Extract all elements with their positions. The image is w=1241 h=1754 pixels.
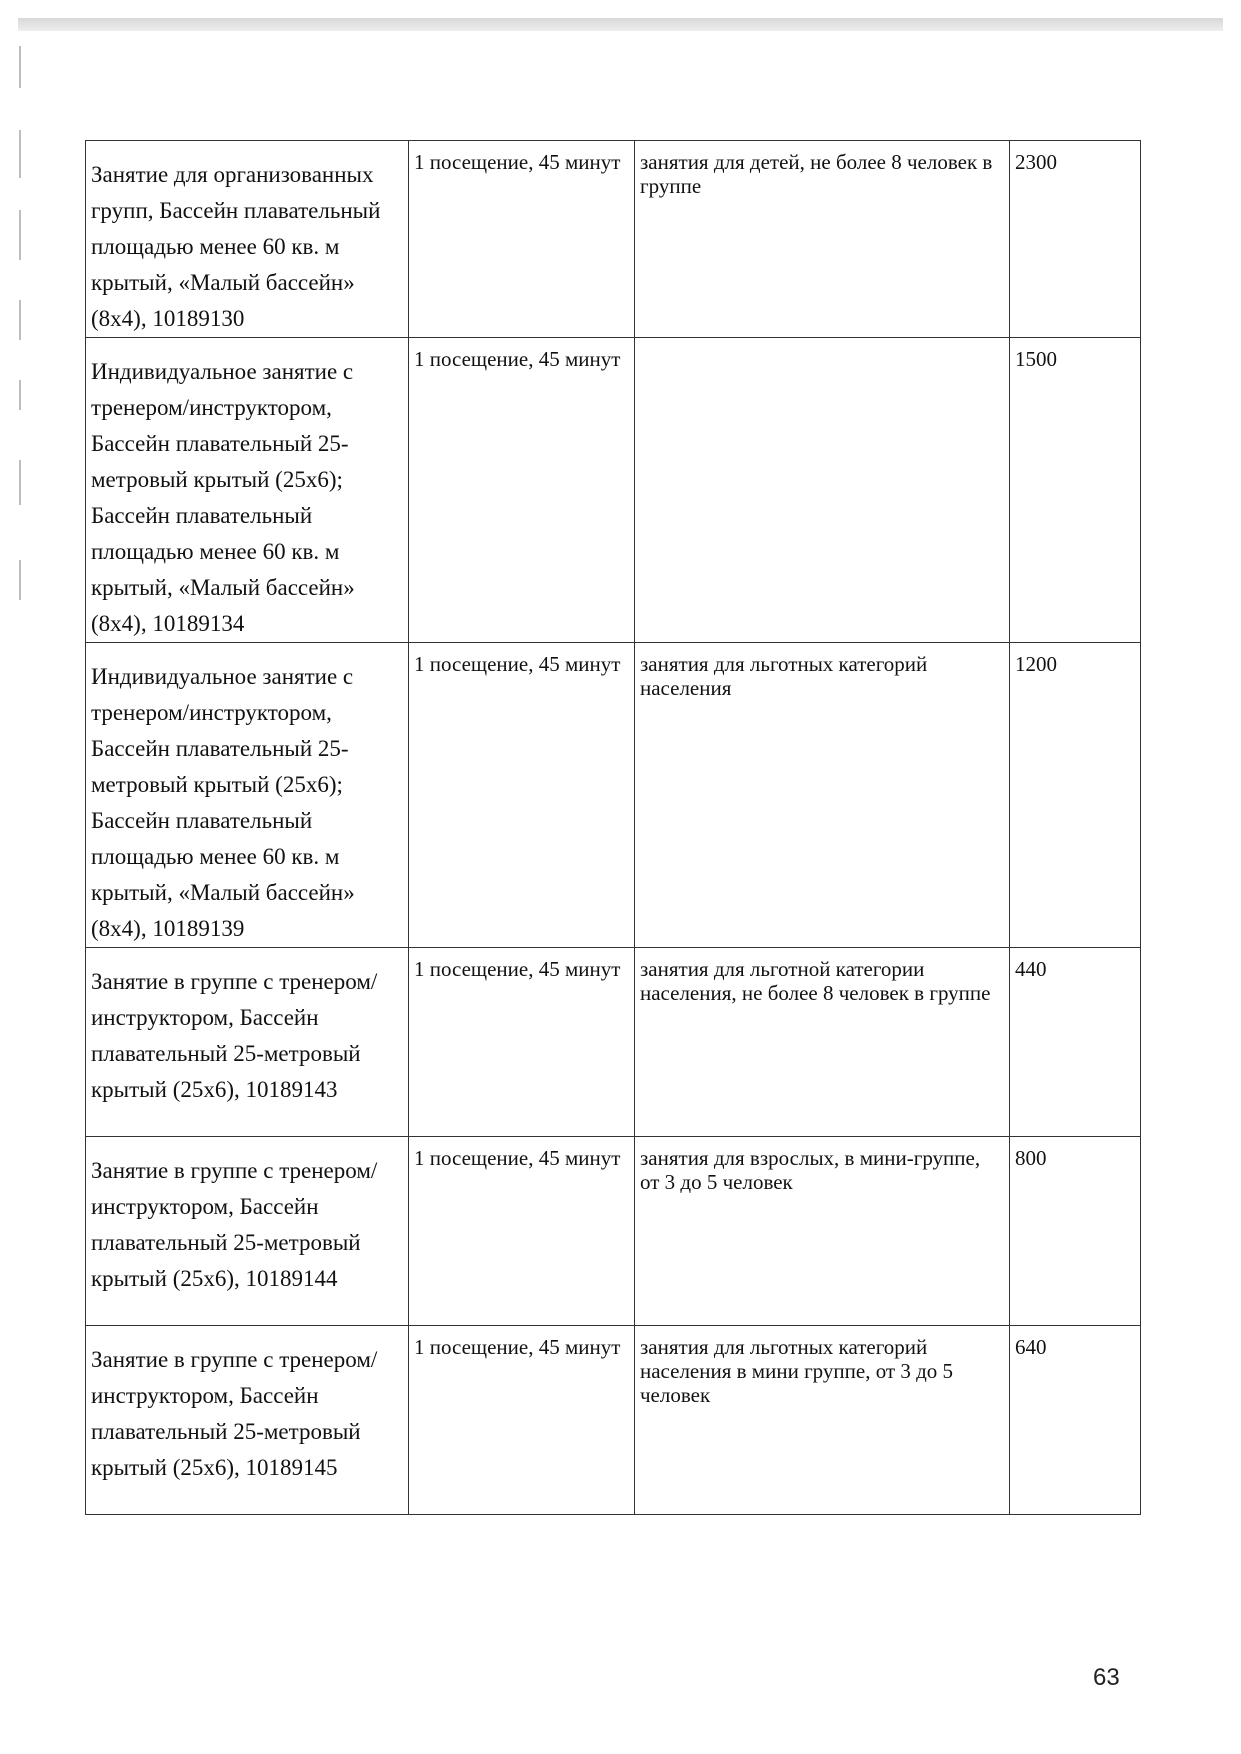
table-row — [86, 948, 1141, 1137]
table-row — [86, 141, 1141, 338]
price-cell: 640 — [1010, 1326, 1141, 1515]
price-cell: 800 — [1010, 1137, 1141, 1326]
note-cell: занятия для взрослых, в мини-группе, от 3 до 5 человек — [635, 1137, 1010, 1326]
scan-margin-mark — [19, 210, 21, 260]
service-name-cell: Занятие в группе с тренером/инструктором, Бассейн плавательный 25-метровый крытый (25х6), 10189144 — [86, 1137, 409, 1326]
scan-margin-mark — [19, 46, 21, 88]
duration-cell: 1 посещение, 45 минут — [409, 643, 635, 948]
duration-cell: 1 посещение, 45 минут — [409, 338, 635, 643]
scan-margin-mark — [19, 460, 21, 505]
note-cell: занятия для льготных категорий населения в мини группе, от 3 до 5 человек — [635, 1326, 1010, 1515]
scan-margin-mark — [19, 560, 21, 600]
note-cell: занятия для детей, не более 8 человек в группе — [635, 141, 1010, 338]
scan-top-edge — [18, 18, 1223, 31]
table-row — [86, 1137, 1141, 1326]
scan-margin-mark — [19, 380, 21, 410]
price-table — [85, 140, 1141, 1515]
service-name-cell: Занятие для организованных групп, Бассейн плавательный площадью менее 60 кв. м крытый, «Малый бассейн» (8x4), 10189130 — [86, 141, 409, 338]
scan-margin-mark — [19, 300, 21, 340]
service-name-cell: Индивидуальное занятие с тренером/инструктором, Бассейн плавательный 25-метровый крытый (25х6); Бассейн плавательный площадью менее 60 кв. м крытый, «Малый бассейн» (8x4), 10189139 — [86, 643, 409, 948]
service-name-cell: Индивидуальное занятие с тренером/инструктором, Бассейн плавательный 25-метровый крытый (25х6); Бассейн плавательный площадью менее 60 кв. м крытый, «Малый бассейн» (8x4), 10189134 — [86, 338, 409, 643]
scan-margin-mark — [19, 130, 21, 178]
duration-cell: 1 посещение, 45 минут — [409, 141, 635, 338]
duration-cell: 1 посещение, 45 минут — [409, 1326, 635, 1515]
table-row — [86, 338, 1141, 643]
duration-cell: 1 посещение, 45 минут — [409, 1137, 635, 1326]
price-cell: 1200 — [1010, 643, 1141, 948]
table-row — [86, 1326, 1141, 1515]
price-cell: 440 — [1010, 948, 1141, 1137]
duration-cell: 1 посещение, 45 минут — [409, 948, 635, 1137]
note-cell: занятия для льготных категорий населения — [635, 643, 1010, 948]
price-cell: 1500 — [1010, 338, 1141, 643]
service-name-cell: Занятие в группе с тренером/инструктором, Бассейн плавательный 25-метровый крытый (25х6), 10189143 — [86, 948, 409, 1137]
note-cell: занятия для льготной категории населения, не более 8 человек в группе — [635, 948, 1010, 1137]
service-name-cell: Занятие в группе с тренером/инструктором, Бассейн плавательный 25-метровый крытый (25х6), 10189145 — [86, 1326, 409, 1515]
page-number: 63 — [1093, 1664, 1120, 1691]
note-cell — [635, 338, 1010, 643]
price-cell: 2300 — [1010, 141, 1141, 338]
table-row — [86, 643, 1141, 948]
